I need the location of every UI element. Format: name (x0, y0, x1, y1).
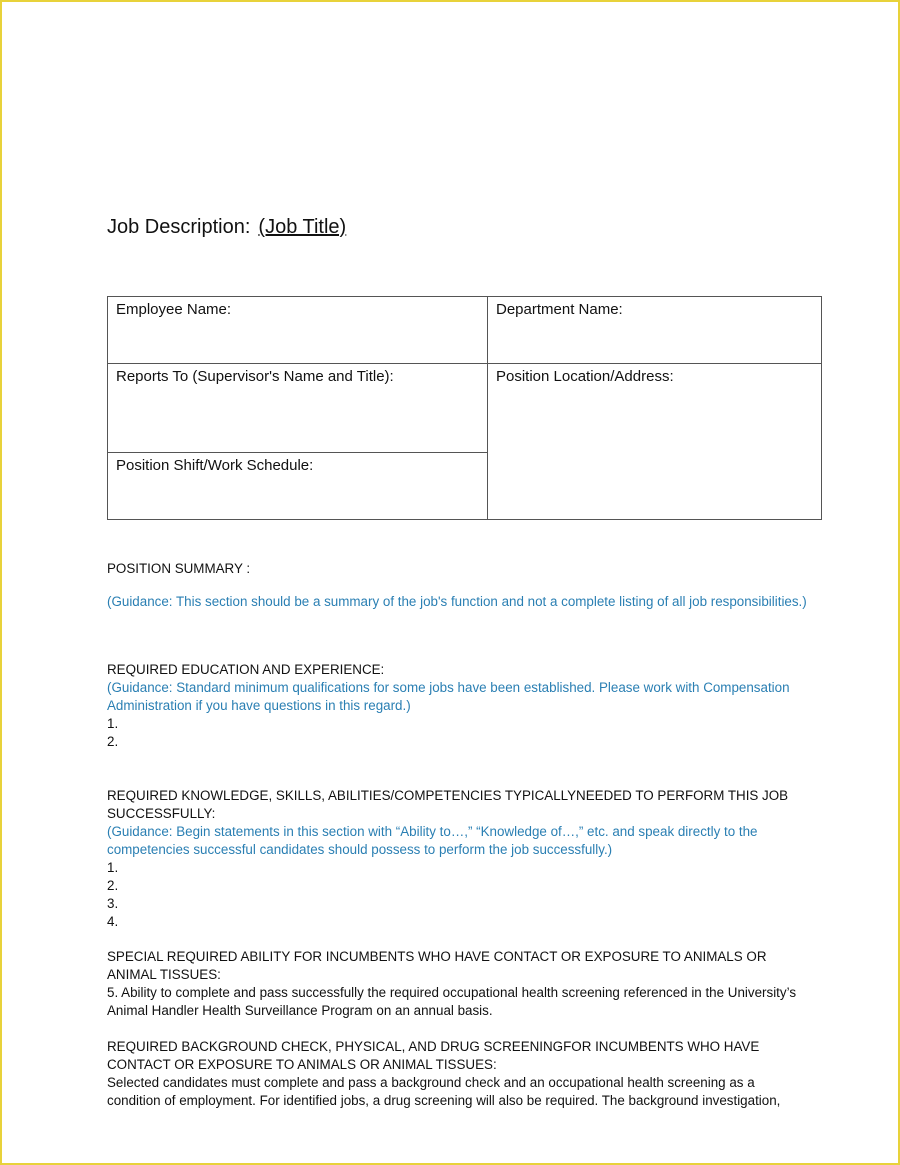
section-heading: REQUIRED BACKGROUND CHECK, PHYSICAL, AND DRUG SCREENINGFOR INCUMBENTS WHO HAVE CONTACT OR EXPOSURE TO ANIMALS OR ANIMAL TISSUES: (107, 1039, 760, 1072)
section-heading: SPECIAL REQUIRED ABILITY FOR INCUMBENTS WHO HAVE CONTACT OR EXPOSURE TO ANIMALS OR ANIMAL TISSUES: (107, 949, 767, 982)
section-heading: REQUIRED EDUCATION AND EXPERIENCE: (107, 662, 385, 677)
position-location-cell[interactable]: Position Location/Address: (488, 364, 822, 520)
list-item: 1. (107, 716, 119, 731)
ability-item: 5. Ability to complete and pass successfully the required occupational health screening referenced in the University’s Animal Handler Health Surveillance Program on an annual basis. (107, 985, 797, 1018)
employee-info-table (107, 296, 822, 520)
list-item: 2. (107, 734, 119, 749)
guidance-text: (Guidance: This section should be a summary of the job's function and not a complete listing of all job responsibilities.) (107, 594, 807, 609)
job-title-placeholder[interactable]: (Job Title) (258, 216, 347, 238)
section-heading: REQUIRED KNOWLEDGE, SKILLS, ABILITIES/COMPETENCIES TYPICALLYNEEDED TO PERFORM THIS JOB SUCCESSFULLY: (107, 788, 789, 821)
shift-schedule-cell[interactable]: Position Shift/Work Schedule: (108, 453, 488, 520)
ksa-section (107, 787, 807, 931)
guidance-text: (Guidance: Standard minimum qualifications for some jobs have been established. Please work with Compensation Administration if you have questions in this regard.) (107, 680, 790, 713)
list-item: 3. (107, 896, 119, 911)
position-summary-section (107, 560, 807, 611)
animal-ability-section (107, 948, 807, 1020)
employee-name-cell[interactable]: Employee Name: (108, 297, 488, 364)
title-prefix: Job Description: (107, 216, 251, 238)
background-text: Selected candidates must complete and pass a background check and an occupational health screening as a condition of employment. For identified jobs, a drug screening will also be required. The background investigation, (107, 1075, 781, 1108)
list-item: 4. (107, 914, 119, 929)
document-title (107, 216, 346, 239)
list-item: 1. (107, 860, 119, 875)
background-check-section (107, 1038, 807, 1110)
section-heading: POSITION SUMMARY : (107, 561, 251, 576)
guidance-text: (Guidance: Begin statements in this section with “Ability to…,” “Knowledge of…,” etc. and speak directly to the competencies successful candidates should possess to perform the job successfully.) (107, 824, 758, 857)
education-section (107, 661, 807, 751)
department-name-cell[interactable]: Department Name: (488, 297, 822, 364)
list-item: 2. (107, 878, 119, 893)
reports-to-cell[interactable]: Reports To (Supervisor's Name and Title): (108, 364, 488, 453)
